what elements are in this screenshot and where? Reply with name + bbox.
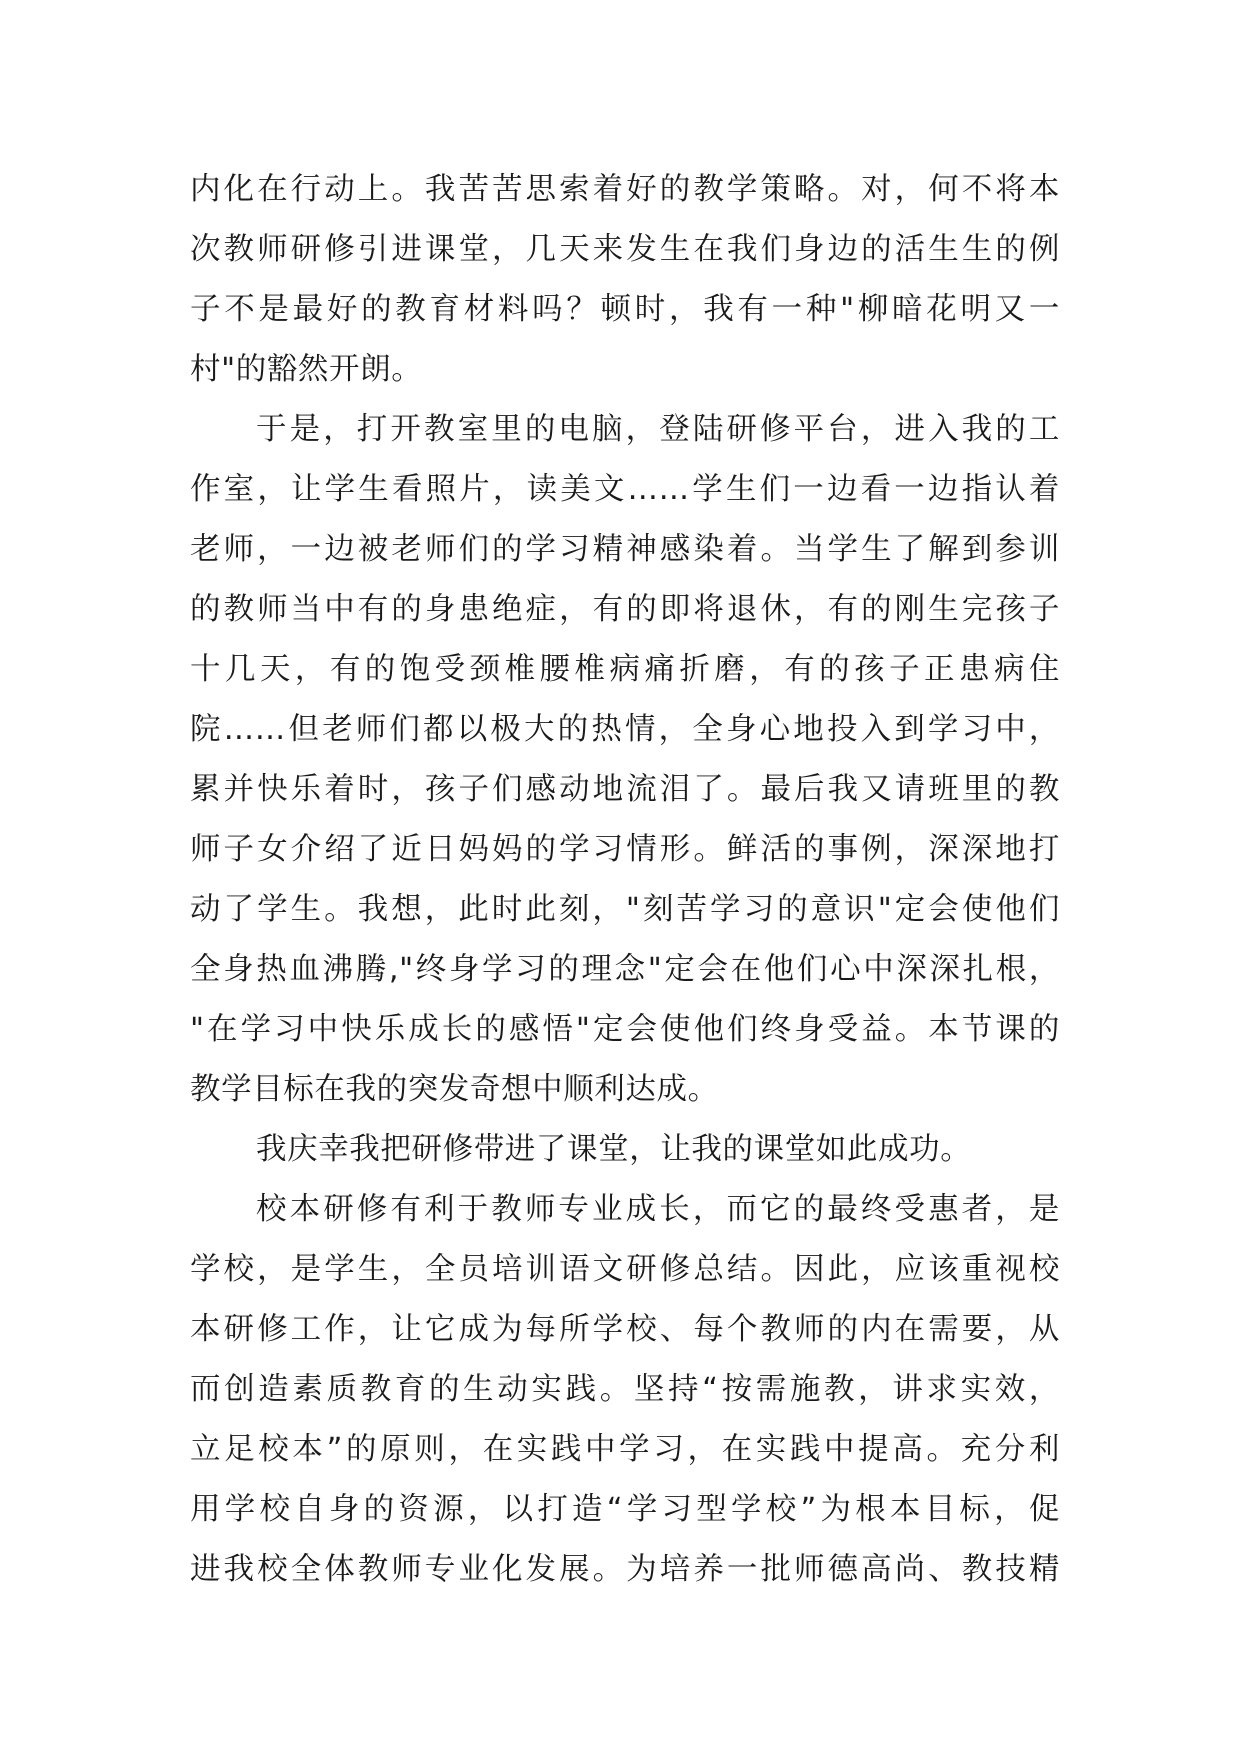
- paragraph-2-line-3: 老师，一边被老师们的学习精神感染着。当学生了解到参训: [190, 532, 1060, 567]
- paragraph-2-line-2: 作室，让学生看照片，读美文……学生们一边看一边指认着: [190, 472, 1060, 507]
- paragraph-4-line-2: 学校，是学生，全员培训语文研修总结。因此，应该重视校: [190, 1252, 1060, 1287]
- paragraph-1-line-4: 村"的豁然开朗。: [190, 352, 423, 387]
- paragraph-2-line-10: 全身热血沸腾,"终身学习的理念"定会在他们心中深深扎根，: [190, 952, 1060, 987]
- paragraph-4-line-1: 校本研修有利于教师专业成长，而它的最终受惠者，是: [256, 1192, 1060, 1227]
- paragraph-4-line-3: 本研修工作，让它成为每所学校、每个教师的内在需要，从: [190, 1312, 1060, 1347]
- paragraph-2-line-1: 于是，打开教室里的电脑，登陆研修平台，进入我的工: [256, 412, 1060, 447]
- paragraph-2-line-7: 累并快乐着时，孩子们感动地流泪了。最后我又请班里的教: [190, 772, 1060, 807]
- paragraph-4-line-7: 进我校全体教师专业化发展。为培养一批师德高尚、教技精: [190, 1552, 1060, 1587]
- paragraph-2-line-6: 院……但老师们都以极大的热情，全身心地投入到学习中，: [190, 712, 1060, 747]
- paragraph-4-line-5: 立足校本”的原则，在实践中学习，在实践中提高。充分利: [190, 1432, 1060, 1467]
- paragraph-2-line-11: "在学习中快乐成长的感悟"定会使他们终身受益。本节课的: [190, 1012, 1060, 1047]
- paragraph-2-line-4: 的教师当中有的身患绝症，有的即将退休，有的刚生完孩子: [190, 592, 1060, 627]
- paragraph-4-line-4: 而创造素质教育的生动实践。坚持“按需施教，讲求实效，: [190, 1372, 1060, 1407]
- paragraph-2-line-5: 十几天，有的饱受颈椎腰椎病痛折磨，有的孩子正患病住: [190, 652, 1060, 687]
- document-body: [190, 160, 1060, 1600]
- paragraph-3-line-1: 我庆幸我把研修带进了课堂，让我的课堂如此成功。: [256, 1132, 972, 1167]
- paragraph-2-line-8: 师子女介绍了近日妈妈的学习情形。鲜活的事例，深深地打: [190, 832, 1060, 867]
- paragraph-4-line-6: 用学校自身的资源，以打造“学习型学校”为根本目标，促: [190, 1492, 1060, 1527]
- paragraph-2-line-9: 动了学生。我想，此时此刻，"刻苦学习的意识"定会使他们: [190, 892, 1060, 927]
- paragraph-1-line-1: 内化在行动上。我苦苦思索着好的教学策略。对，何不将本: [190, 172, 1060, 207]
- paragraph-1-line-2: 次教师研修引进课堂，几天来发生在我们身边的活生生的例: [190, 232, 1060, 267]
- paragraph-1-line-3: 子不是最好的教育材料吗？顿时，我有一种"柳暗花明又一: [190, 292, 1060, 327]
- paragraph-2-line-12: 教学目标在我的突发奇想中顺利达成。: [190, 1072, 719, 1107]
